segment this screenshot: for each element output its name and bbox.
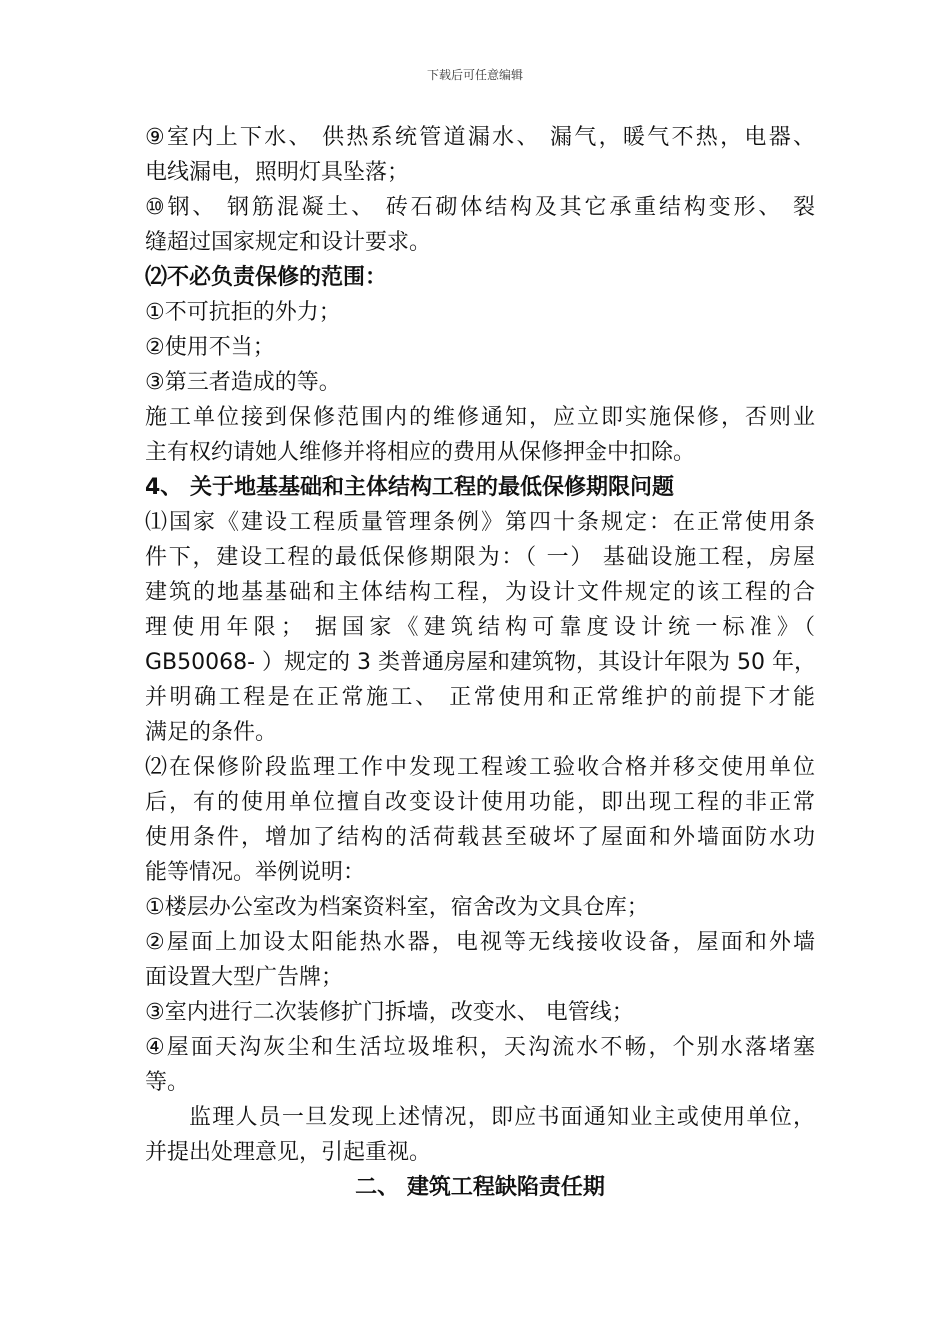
text-line: ⑨室内上下水、 供热系统管道漏水、 漏气，暖气不热，电器、 [145, 125, 815, 150]
text-line: 后，有的使用单位擅自改变设计使用功能，即出现工程的非正常 [145, 790, 815, 815]
text-line: 使用条件，增加了结构的活荷载甚至破坏了屋面和外墙面防水功 [145, 825, 815, 850]
text-line: 并提出处理意见，引起重视。 [145, 1140, 432, 1165]
list-item: ②使用不当； [145, 335, 275, 360]
text-line: 理使用年限； 据国家《建筑结构可靠度设计统一标准》（ [145, 615, 815, 640]
list-item: ①不可抗拒的外力； [145, 300, 341, 325]
text-line: 并明确工程是在正常施工、 正常使用和正常维护的前提下才能 [145, 685, 815, 710]
text-line: ⑩钢、 钢筋混凝土、 砖石砌体结构及其它承重结构变形、 裂 [145, 195, 815, 220]
text-line: ⑴国家《建设工程质量管理条例》第四十条规定：在正常使用条 [145, 510, 815, 535]
document-body [145, 120, 815, 1205]
text-line: 等。 [145, 1070, 190, 1095]
text-line: 监理人员一旦发现上述情况，即应书面通知业主或使用单位， [189, 1105, 815, 1130]
list-item: ④屋面天沟灰尘和生活垃圾堆积，天沟流水不畅，个别水落堵塞 [145, 1035, 815, 1060]
text-line: ⑵在保修阶段监理工作中发现工程竣工验收合格并移交使用单位 [145, 755, 815, 780]
section-heading: 4、 关于地基基础和主体结构工程的最低保修期限问题 [145, 475, 674, 500]
text-line: 满足的条件。 [145, 720, 278, 745]
text-line: 建筑的地基基础和主体结构工程，为设计文件规定的该工程的合 [145, 580, 815, 605]
text-line: 能等情况。举例说明： [145, 860, 366, 885]
text-line: GB50068- ）规定的 3 类普通房屋和建筑物，其设计年限为 50 年， [145, 650, 817, 675]
list-item: ③第三者造成的等。 [145, 370, 341, 395]
text-line: 主有权约请她人维修并将相应的费用从保修押金中扣除。 [145, 440, 696, 465]
text-line: 件下，建设工程的最低保修期限为：（ 一） 基础设施工程，房屋 [145, 545, 815, 570]
text-line: 缝超过国家规定和设计要求。 [145, 230, 432, 255]
list-item: ①楼层办公室改为档案资料室，宿舍改为文具仓库； [145, 895, 649, 920]
text-line: 电线漏电，照明灯具坠落； [145, 160, 410, 185]
list-item: ②屋面上加设太阳能热水器，电视等无线接收设备，屋面和外墙 [145, 930, 815, 955]
list-item: ③室内进行二次装修扩门拆墙，改变水、 电管线； [145, 1000, 634, 1025]
chapter-heading: 二、 建筑工程缺陷责任期 [355, 1175, 605, 1200]
text-line: 施工单位接到保修范围内的维修通知，应立即实施保修，否则业 [145, 405, 815, 430]
text-line: 面设置大型广告牌； [145, 965, 344, 990]
section-heading: ⑵不必负责保修的范围： [145, 265, 388, 290]
page-header: 下载后可任意编辑 [426, 68, 523, 82]
